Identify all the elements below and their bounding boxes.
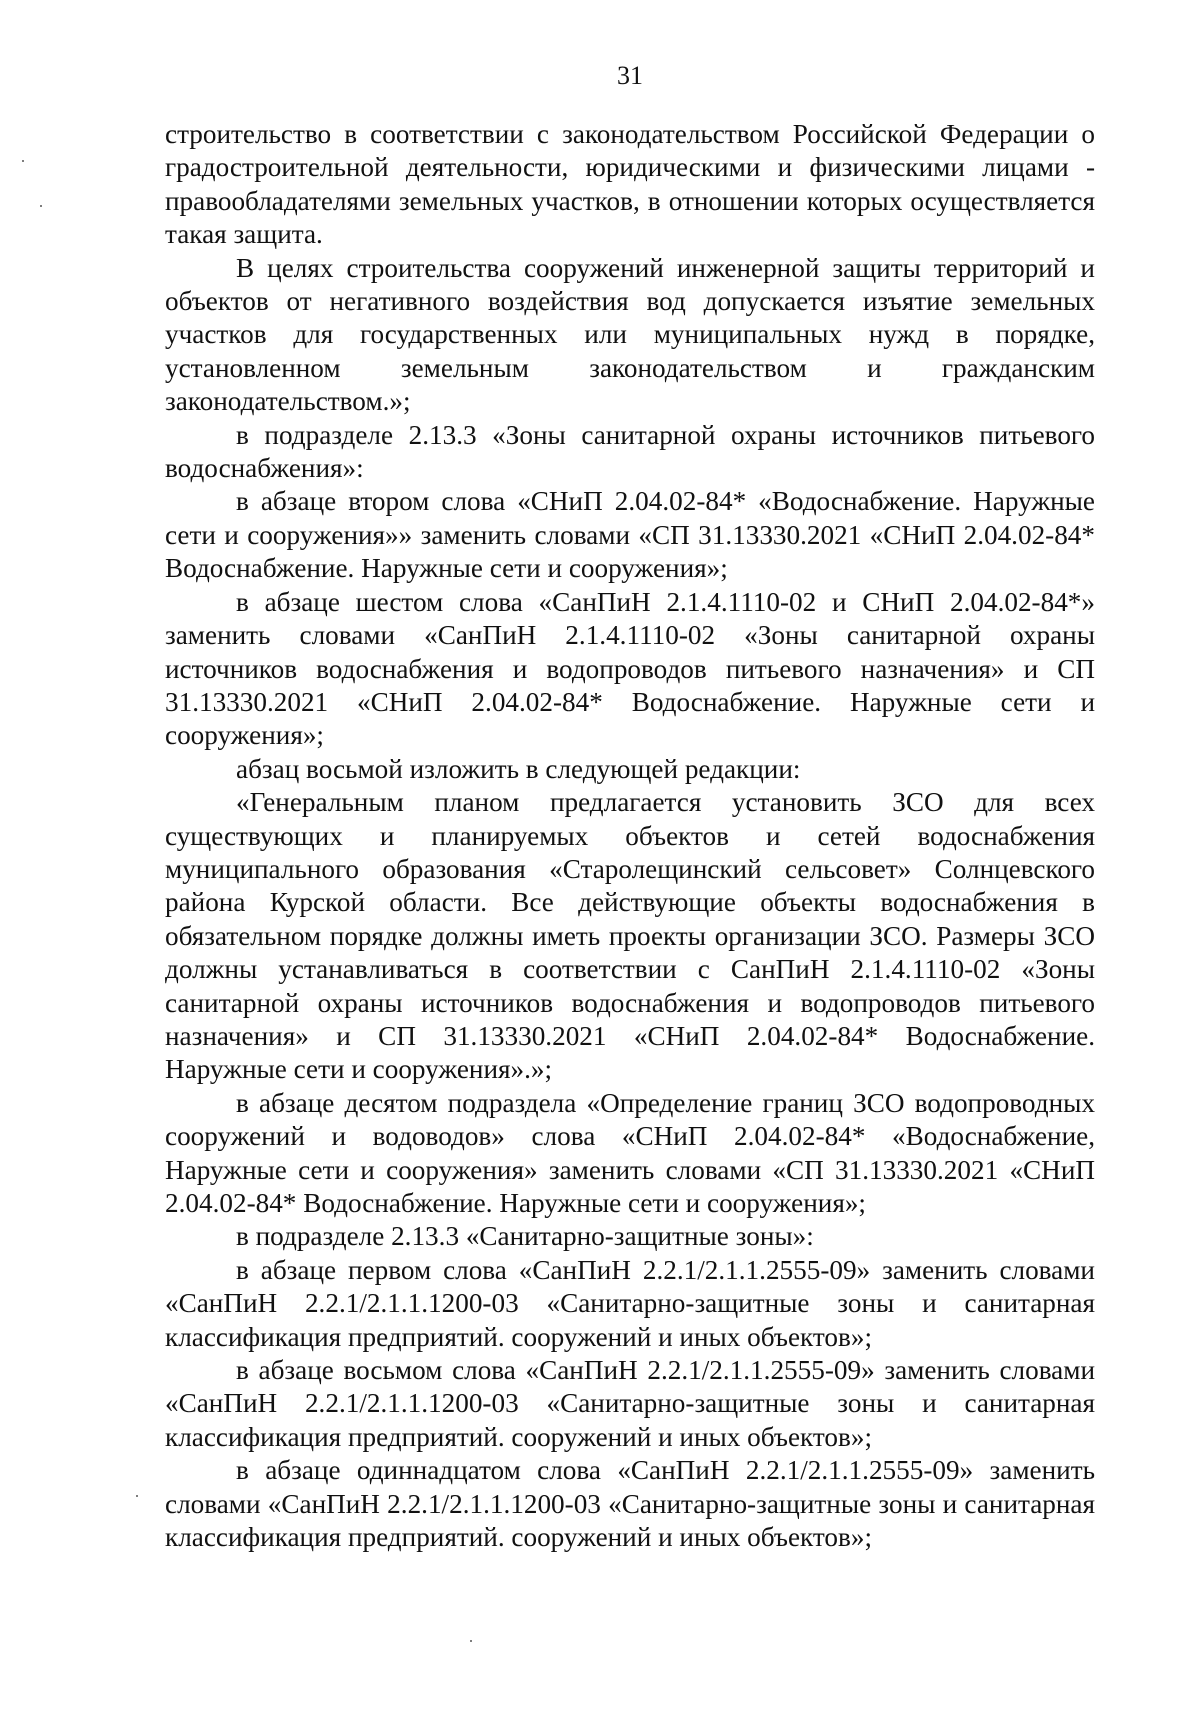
page-number: 31 [617, 61, 643, 90]
paragraph: в абзаце одиннадцатом слова «СанПиН 2.2.1/2.1.1.2555-09» заменить словами «СанПиН 2.2.1/2.1.1.1200-03 «Санитарно-защитные зоны и санитарная классификация предприятий. сооружений и иных объектов»; [165, 1455, 1095, 1553]
paragraph: В целях строительства сооружений инженерной защиты территорий и объектов от негативного воздействия вод допускается изъятие земельных участков для государственных или муниципальных нужд в порядке, установленном земельным законодательством и гражданским законодательством.»; [165, 252, 1095, 417]
paragraph: в абзаце восьмом слова «СанПиН 2.2.1/2.1.1.2555-09» заменить словами «СанПиН 2.2.1/2.1.1.1200-03 «Санитарно-защитные зоны и санитарная классификация предприятий. сооружений и иных объектов»; [165, 1355, 1095, 1452]
scan-speck [470, 1640, 472, 1642]
paragraph: в абзаце десятом подраздела «Определение границ ЗСО водопроводных сооружений и водоводов» слова «СНиП 2.04.02-84* «Водоснабжение, Наружные сети и сооружения» заменить словами «СП 31.13330.2021 «СНиП 2.04.02-84* Водоснабжение. Наружные сети и сооружения»; [165, 1087, 1095, 1218]
scan-speck [22, 160, 24, 162]
paragraph: в абзаце шестом слова «СанПиН 2.1.4.1110-02 и СНиП 2.04.02-84*» заменить словами «СанПиН 2.1.4.1110-02 «Зоны санитарной охраны источников водоснабжения и водопроводов питьевого назначения» и СП 31.13330.2021 «СНиП 2.04.02-84* Водоснабжение. Наружные сети и сооружения»; [165, 586, 1095, 751]
scan-speck [136, 1495, 138, 1497]
paragraph: в абзаце первом слова «СанПиН 2.2.1/2.1.1.2555-09» заменить словами «СанПиН 2.2.1/2.1.1.1200-03 «Санитарно-защитные зоны и санитарная классификация предприятий. сооружений и иных объектов»; [165, 1254, 1095, 1352]
paragraph: «Генеральным планом предлагается установить ЗСО для всех существующих и планируемых объектов и сетей водоснабжения муниципального образования «Старолещинский сельсовет» Солнцевского района Курской области. Все действующие объекты водоснабжения в обязательном порядке должны иметь проекты организации ЗСО. Размеры ЗСО должны устанавливаться в соответствии с СанПиН 2.1.4.1110-02 «Зоны санитарной охраны источников водоснабжения и водопроводов питьевого назначения» и СП 31.13330.2021 «СНиП 2.04.02-84* Водоснабжение. Наружные сети и сооружения».»; [165, 787, 1095, 1085]
scan-speck [40, 205, 42, 207]
paragraph: в подразделе 2.13.3 «Зоны санитарной охраны источников питьевого водоснабжения»: [165, 419, 1095, 484]
paragraph: в абзаце втором слова «СНиП 2.04.02-84* «Водоснабжение. Наружные сети и сооружения»» заменить словами «СП 31.13330.2021 «СНиП 2.04.02-84* Водоснабжение. Наружные сети и сооружения»; [165, 486, 1095, 584]
paragraph: строительство в соответствии с законодательством Российской Федерации о градостроительной деятельности, юридическими и физическими лицами - правообладателями земельных участков, в отношении которых осуществляется такая защита. [165, 119, 1095, 250]
document-body [165, 118, 1095, 1554]
paragraph: в подразделе 2.13.3 «Санитарно-защитные зоны»: [236, 1221, 814, 1252]
paragraph: абзац восьмой изложить в следующей редакции: [236, 753, 801, 784]
